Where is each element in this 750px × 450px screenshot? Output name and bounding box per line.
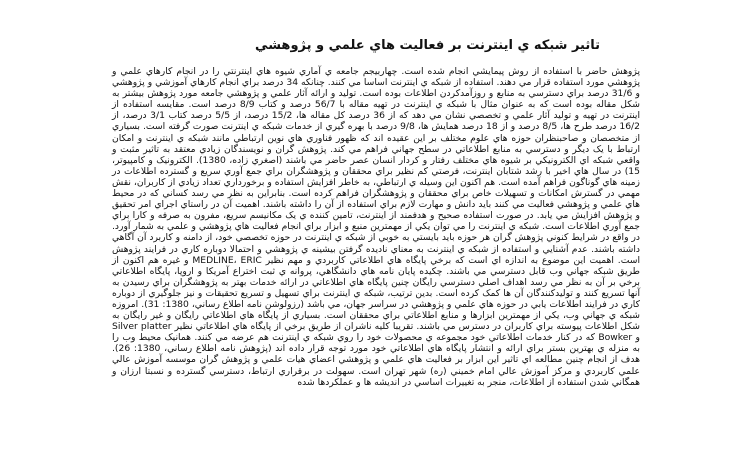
document-body [112,66,640,388]
body-paragraph: پژوهش حاضر با استفاده از روش پيمايشي انجام شده است. چهاربيجم جامعه ي آماري شيوه هاي اينترنتي را در انجام کارهاي علمي و پژوهشي مورد استفاده قرار مي دهند. استفاده از شبکه ي اينترنت اساسا مي کنند. چنانکه 34 درصد براي انجام کارهاي آموزشي و پژوهشي و 31/6 درصد براي دسترسي به منابع و روزآمدکردن اطلاعات بوده است. توليد و ارائه آثار علمي و پژوهشي جامعه مورد پژوهش بيشتر به شکل مقاله بوده است که به عنوان مثال با شبکه ي اينترنت در تهيه مقاله با 56/7 درصد و کتاب 8/9 درصد است. مقايسه استفاده از اينترنت در تهيه و توليد آثار علمي و تخصصي نشان مي دهد که از 36 درصد کل مقاله ها، 15/2 درصد، از 5/5 درصد کتاب 3/1 درصد، از 16/2 درصد طرح ها، 8/5 درصد و از 18 درصد همايش ها، 9/8 درصد با بهره گيري از خدمات شبکه ي اينترنت صورت گرفته است. بسياري از متخصصان و صاحبنظران حوزه هاي علوم مختلف بر اين عقيده اند که ظهور فناوري هاي نوين ارتباطي مانند شبکه ي اينترنت و امکان ارتباط با يک ديگر و دسترسي به منابع اطلاعاتي در سطح جهاني فراهم مي کند. پژوهش گران و نويسندگان زيادي معتقد به تاثير مثبت و واقعي شبکه اي الکترونيکي بر شيوه هاي مختلف رفتار و کردار انسان عصر حاضر مي باشند (اصغري زاده، 1380). الکترونيک و کامپيوتر، 15) در سال هاي اخير با رشد شتابان اينترنت، فرصتي کم نظير براي محققان و پژوهشگران براي جمع آوري سريع و گسترده اطلاعات در زمينه هاي گوناگون فراهم آمده است. هم اکنون اين وسيله ي ارتباطي، به خاطر افزايش استفاده و برخورداري تعداد زيادي از کاربران، نقش مهمي در گسترش امکانات و تسهيلات خاص براي محققان و پژوهشگران فراهم کرده است. بنابراين به نظر مي رسد کساني که در محيط هاي علمي و پژوهشي فعاليت مي کنند بايد دانش و مهارت لازم براي استفاده از آن را داشته باشند. اهميت آن در راستاي اجراي امر تحقيق و پژوهش افزايش مي يابد. در صورت استفاده صحيح و هدفمند از اينترنت، تامين کننده ي يک مکانيسم سريع، مفرون به صرفه و کارا براي جمع آوري اطلاعات است. شبکه ي اينترنت را مي توان يکي از مهمترين منبع و ابزار براي انجام فعاليت هاي پژوهشي و علمي به شمار آورد. در واقع در شرايط کنوني پژوهش گران هر حوزه بايد بايستي به خوبي از شبکه ي اينترنت در حوزه تخصصي خود، از دامنه و کاربرد آن آگاهي داشته باشند. عدم آشنايي و استفاده از شبکه ي اينترنت به معناي ناديده گرفتن بيشينه ي پژوهشي و احتمالا دوباره کاري در فرايند پژوهش است. اهميت اين موضوع به اندازه اي است که برخي پايگاه هاي اطلاعاتي کاربردي و مهم نظير MEDLINE، ERIC و غيره هم اکنون از طريق شبکه جهاني وب قابل دسترسي مي باشند. چکيده پايان نامه هاي دانشگاهي، پروانه ي ثبت اختراع آمريکا و اروپا، پايگاه اطلاعاتي برخي بر آن به نظر مي رسد اهداف اصلي دسترسي رايگان چنين پايگاه هاي اطلاعاتي در ارائه خدمات بهتر به پژوهشگران براي رسيدن به آنها تسريع کنند و توليدکنندگان آن ها کمک کرده است. بدين ترتيب، شبکه ي اينترنت براي تسهيل و تسريع تحقيقات و نيز جلوگيري از دوباره کاري در فرايند اطلاعات يابي در حوزه هاي علمي و پژوهشي در سراسر جهان، مي باشد (رزولوشن نامه اطلاع رساني، 1380: 31). امروزه شبکه ي جهاني وب، يکي از مهمترين ابزارها و منابع اطلاعاتي براي محققان است. بسياري از پايگاه هاي اطلاعاتي رايگان و غير رايگان به شکل اطلاعات پيوسته براي کاربران در دسترس مي باشند. تقريبا کليه ناشران از طريق برخي از پايگاه هاي اطلاعاتي نظير Silver platter و Bowker که در کنار خدمات اطلاعاتي خود مجموعه ي محصولات خود را روي شبکه ي اينترنت هم عرضه مي کنند. همانيک محيط وب را به منزله ي بهترين بستر براي ارائه و انتشار پايگاه هاي اطلاعاتي خود مورد توجه قرار داده اند (پژوهش نامه اطلاع رساني، 1380: 26). هدف از انجام چنين مطالعه اي تاثير اين ابزار بر فعاليت هاي علمي و پژوهشي اعضاي هيات علمي و پژوهش گران موسسه آموزش عالي علمي کاربردي و مرکز آموزش عالي امام خميني (ره) شهر تهران است. سهولت در برقراري ارتباط، دسترسي گسترده و نسبتا ارزان و همگاني شدن استفاده از اطلاعات، منجر به تغييرات اساسي در انديشه ها و عملکردها شده [112,66,641,388]
document-title: تاثير شبکه ي اينترنت بر فعاليت هاي علمي و پژوهشي [255,38,600,53]
